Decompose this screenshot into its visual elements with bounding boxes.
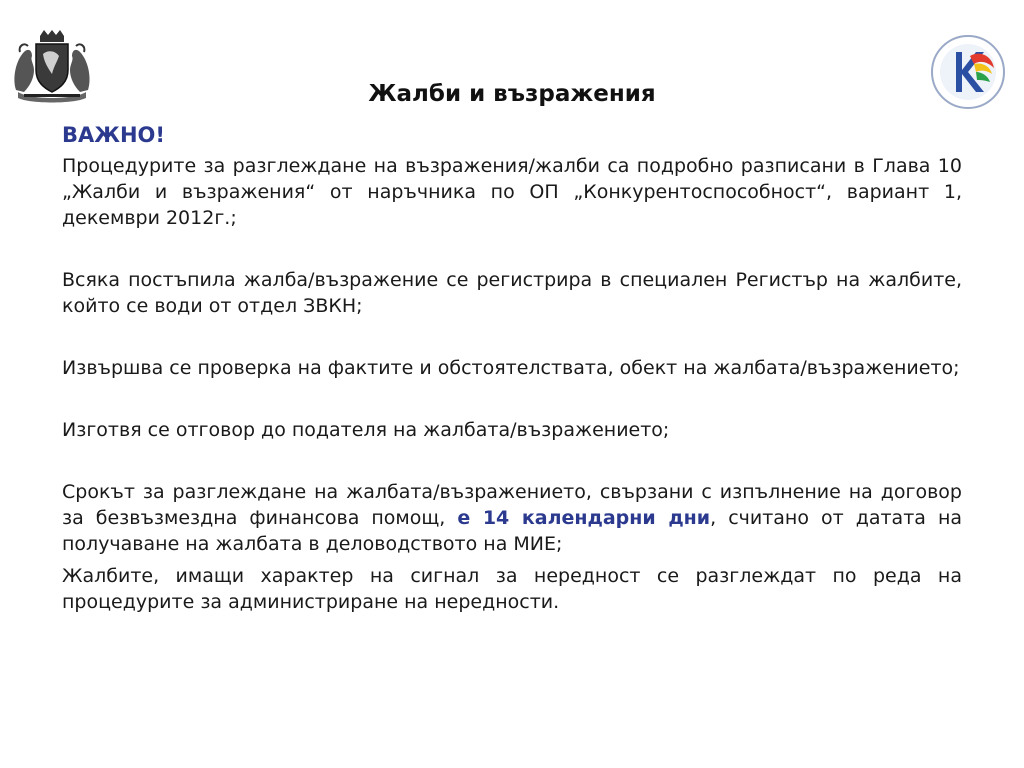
paragraph-deadline [62, 479, 962, 557]
paragraph-response: Изготвя се отговор до подателя на жалбата/възражението; [62, 419, 670, 441]
deadline-text-after: , считано от датата на получаване на жалбата в деловодството на МИЕ; [62, 507, 963, 555]
paragraph-verification: Извършва се проверка на фактите и обстоятелствата, обект на жалбата/възражението; [62, 357, 960, 379]
page-title: Жалби и възражения [368, 81, 656, 107]
paragraph-irregularities: Жалбите, имащи характер на сигнал за нередност се разглеждат по реда на процедурите за администриране на нередности. [62, 565, 962, 613]
deadline-text-before: Срокът за разглеждане на жалбата/възражението, свързани с изпълнение на договор за безвъзмездна финансова помощ, [62, 481, 962, 529]
important-heading: ВАЖНО! [62, 123, 165, 147]
slide-content [62, 121, 962, 615]
paragraph-procedures: Процедурите за разглеждане на възражения/жалби са подробно разписани в Глава 10 „Жалби и възражения“ от наръчника по ОП „Конкурентоспособност“, вариант 1, декември 2012г.; [62, 155, 962, 229]
deadline-highlight: е 14 календарни дни [457, 507, 711, 529]
paragraph-registration: Всяка постъпила жалба/възражение се регистрира в специален Регистър на жалбите, който се води от отдел ЗВКН; [62, 269, 962, 317]
